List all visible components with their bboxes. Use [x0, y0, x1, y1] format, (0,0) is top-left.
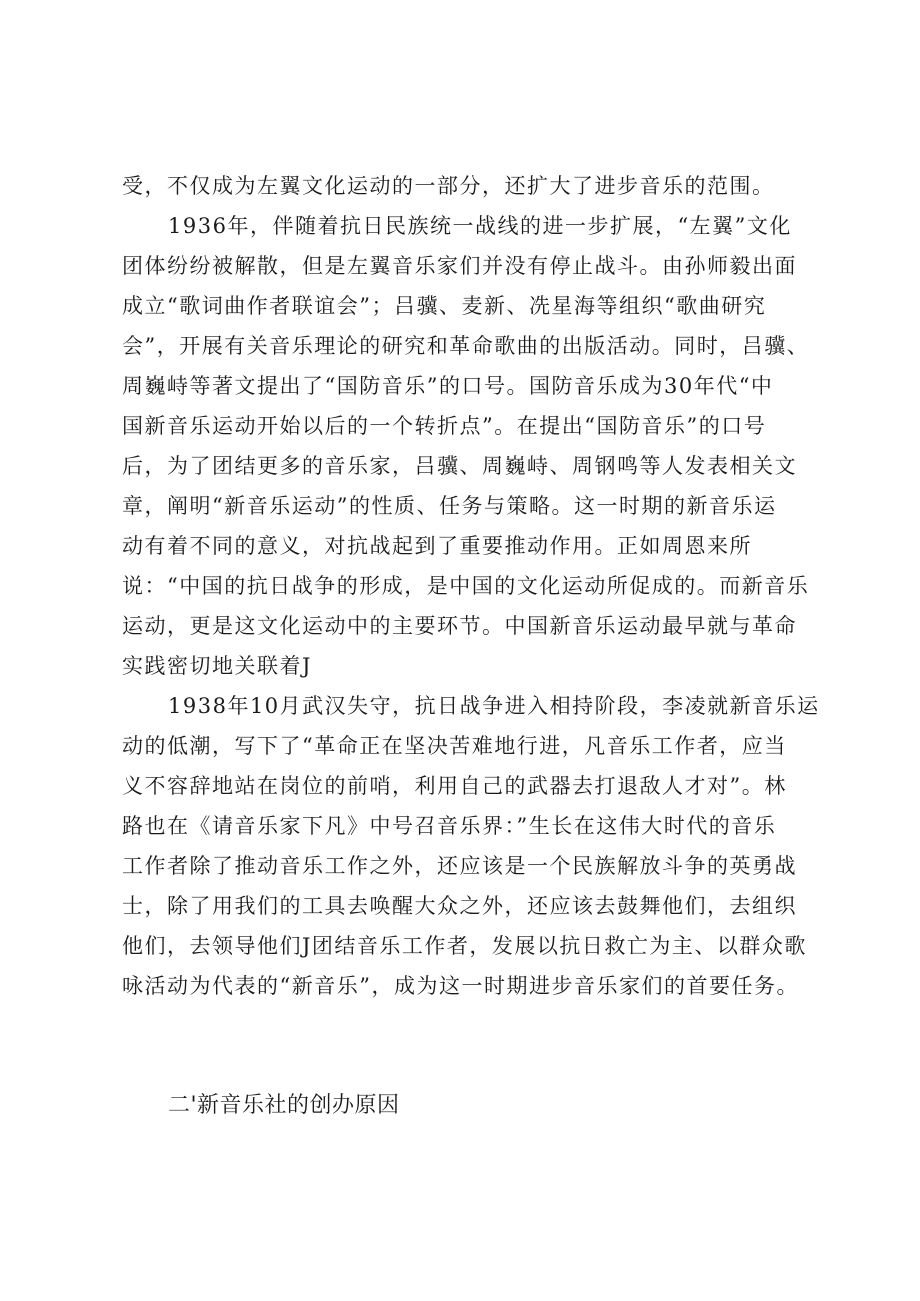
text-line: 会”，开展有关音乐理论的研究和革命歌曲的出版活动。同时，吕骥、 — [122, 334, 810, 358]
text-line: 国新音乐运动开始以后的一个转折点”。在提出“国防音乐”的口号 — [122, 414, 767, 438]
text-line: 成立“歌词曲作者联谊会”；吕骥、麦新、冼星海等组织“歌曲研究 — [122, 294, 767, 318]
text-line: 工作者除了推动音乐工作之外，还应该是一个民族解放斗争的英勇战 — [122, 854, 797, 878]
text-line: 周巍峙等著文提出了“国防音乐”的口号。国防音乐成为30年代“中 — [122, 374, 774, 398]
text-line: 动有着不同的意义，对抗战起到了重要推动作用。正如周恩来所 — [122, 534, 752, 558]
text-line: 说：“中国的抗日战争的形成，是中国的文化运动所促成的。而新音乐 — [122, 574, 810, 598]
text-line: 1936年，伴随着抗日民族统一战线的进一步扩展，“左翼”文化 — [168, 214, 792, 238]
text-line: 动的低潮，写下了“革命正在坚决苦难地行进，凡音乐工作者，应当 — [122, 734, 787, 758]
text-line: 路也在《请音乐家下凡》中号召音乐界：”生长在这伟大时代的音乐 — [122, 814, 777, 838]
text-line: 义不容辞地站在岗位的前哨，利用自己的武器去打退敌人才对”。林 — [122, 774, 787, 798]
text-line: 士，除了用我们的工具去唤醒大众之外，还应该去鼓舞他们，去组织 — [122, 894, 797, 918]
text-line: 实践密切地关联着J — [122, 654, 312, 678]
text-line: 后，为了团结更多的音乐家，吕骥、周巍峙、周钢鸣等人发表相关文 — [122, 454, 797, 478]
text-line: 章，阐明“新音乐运动”的性质、任务与策略。这一时期的新音乐运 — [122, 494, 777, 518]
text-line: 团体纷纷被解散，但是左翼音乐家们并没有停止战斗。由孙师毅出面 — [122, 254, 797, 278]
section-heading: 二'新音乐社的创办原因 — [168, 1093, 400, 1118]
text-line: 他们，去领导他们J团结音乐工作者，发展以抗日救亡为主、以群众歌 — [122, 934, 807, 958]
text-line: 咏活动为代表的“新音乐”，成为这一时期进步音乐家们的首要任务。 — [122, 974, 799, 998]
body-text — [122, 166, 822, 1006]
text-line: 受，不仅成为左翼文化运动的一部分，还扩大了进步音乐的范围。 — [122, 174, 775, 198]
text-line: 运动，更是这文化运动中的主要环节。中国新音乐运动最早就与革命 — [122, 614, 797, 638]
text-line: 1938年10月武汉失守，抗日战争进入相持阶段，李凌就新音乐运 — [168, 694, 820, 718]
